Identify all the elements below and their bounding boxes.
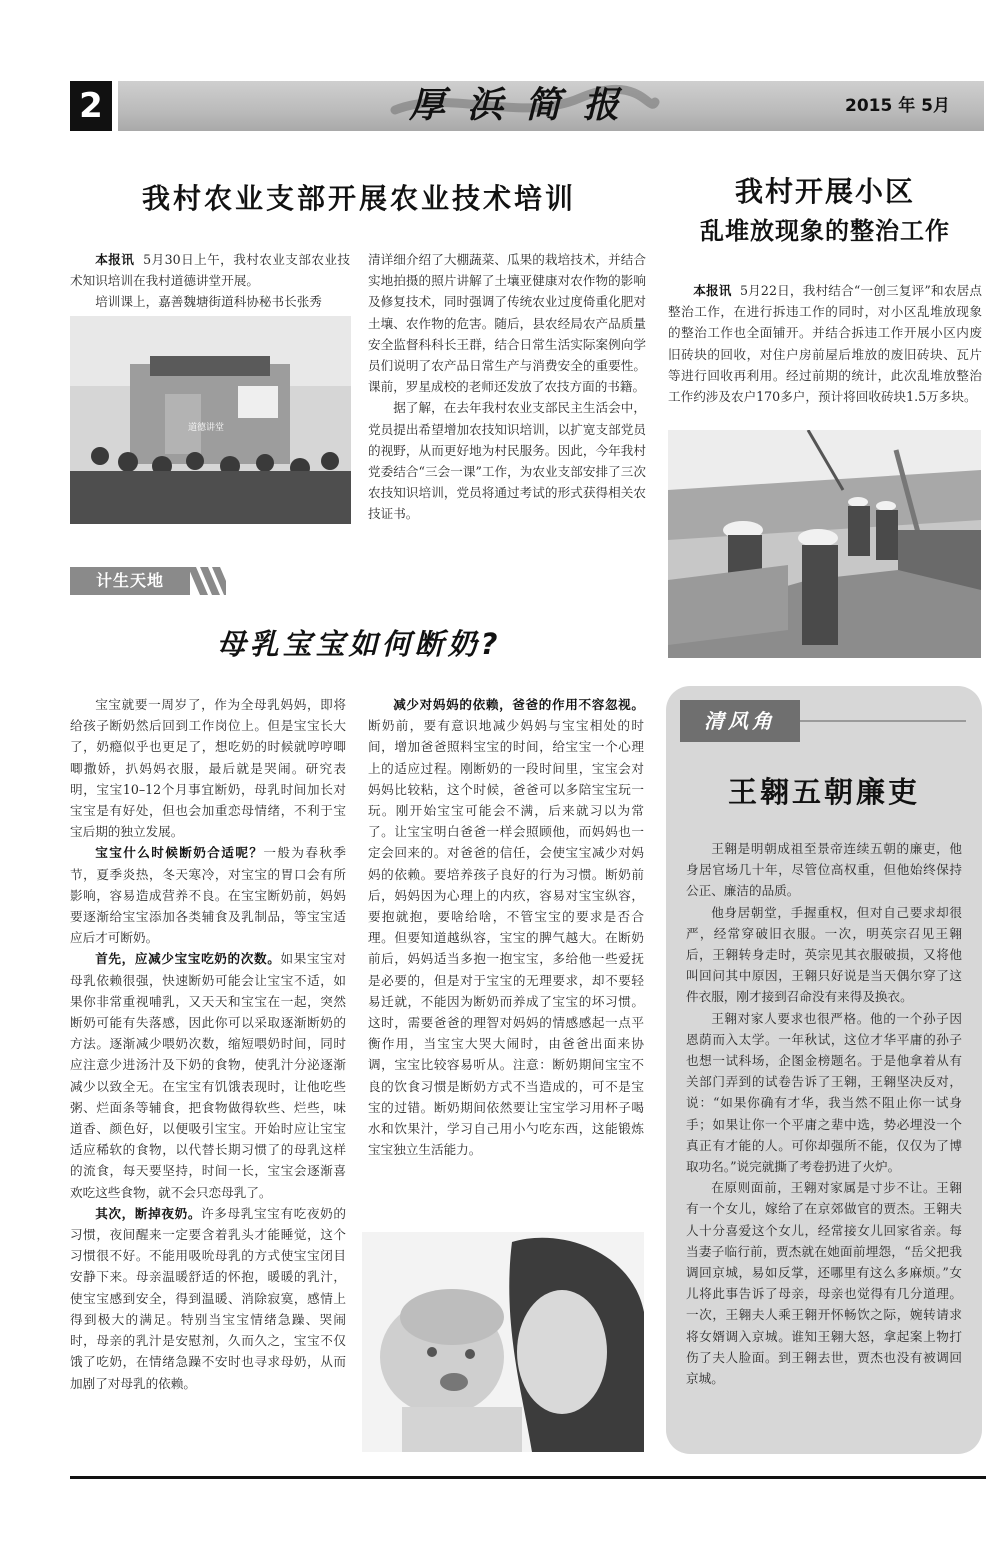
issue-date: 2015 年 5月 [845, 96, 950, 116]
family-col1-text: 宝宝就要一周岁了，作为全母乳妈妈，即将给孩子断奶然后回到工作岗位上。但是宝宝长大了，奶瘾似乎也更足了，想吃奶的时候就哼哼唧唧撒娇，扒妈妈衣服，最后就是哭闹。研究表明，宝宝10–12个月事宜断奶，母乳时间加长对宝宝是有好处，但也会加重恋母情绪，不利于宝宝后期的独立发展。 宝宝什么时候断奶合适呢？一般为春秋季节，夏季炎热，冬天寒冷，对宝宝的胃口会有所影响，容易造成营养不良。在宝宝断奶前，妈妈要逐渐给宝宝添加各类辅食及乳制品，等宝宝适应后才可断奶。 首先，应减少宝宝吃奶的次数。如果宝宝对母乳依赖很强，快速断奶可能会让宝宝不适，如果你非常重视哺乳，又天天和宝宝在一起，突然断奶可能有失落感，因此你可以采取逐渐断奶的方法。逐渐减少喂奶次数，缩短喂奶时间，同时应注意少进汤汁及下奶的食物，使乳汁分泌逐渐减少以致全无。在宝宝有饥饿表现时，让他吃些粥、烂面条等辅食，把食物做得软些、烂些，味道香、颜色好，以便吸引宝宝。开始时应让宝宝适应稀软的食物，以代替长期习惯了的母乳这样的流食，每天要坚持，时间一长，宝宝会逐渐喜欢吃这些食物，就不会只恋母乳了。 其次，断掉夜奶。许多母乳宝宝有吃夜奶的习惯，夜间醒来一定要含着乳头才能睡觉，这个习惯很不好。不能用吸吮母乳的方式使宝宝闭目安静下来。母亲温暖舒适的怀抱，暖暖的乳汁，使宝宝感到安全，得到温暖、消除寂寞，感情上得到极大的满足。特别当宝宝情绪急躁、哭闹时，母亲的乳汁是安慰剂，久而久之，宝宝不仅饿了吃奶，在情绪急躁不安时也寻求母奶，从而加剧了对母乳的依赖。 [70, 694, 346, 1394]
slash-decoration-icon [186, 567, 226, 595]
training-photo [70, 316, 351, 524]
article1-col2-text [368, 249, 646, 525]
clean-title: 王翱五朝廉吏 [727, 775, 920, 809]
clean-p2: 他身居朝堂，手握重权，但对自己要求却很严，经常穿破旧衣服。一次，明英宗召见王翱后，王翱转身走时，英宗见其衣服破损，又将他叫回问其中原因，王翱只好说是当天偶尔穿了这件衣服，刚才接到召命没有来得及换衣。 [686, 904, 962, 1005]
family-col2-text: 减少对妈妈的依赖，爸爸的作用不容忽视。断奶前，要有意识地减少妈妈与宝宝相处的时间，增加爸爸照料宝宝的时间，给宝宝一个心理上的适应过程。刚断奶的一段时间里，宝宝会对妈妈比较粘，这个时候，爸爸可以多陪宝宝玩一玩。刚开始宝宝可能会不满，后来就习以为常了。让宝宝明白爸爸一样会照顾他，而妈妈也一定会回来的。对爸爸的信任，会使宝宝减少对妈妈的依赖。要培养孩子良好的行为习惯。断奶前后，妈妈因为心理上的内疚，容易对宝宝纵容，要抱就抱，要啥给啥，不管宝宝的要求是否合理。但要知道越纵容，宝宝的脾气越大。在断奶前后，妈妈适当多抱一抱宝宝，多给他一些爱抚是必要的，但是对于宝宝的无理要求，却不要轻易迁就，不能因为断奶而养成了宝宝的坏习惯。这时，需要爸爸的理智对妈妈的情感感起一点平衡作用，当宝宝大哭大闹时，由爸爸出面来协调，宝宝比较容易听从。注意：断奶期间宝宝不良的饮食习惯是断奶方式不当造成的，可不是宝宝的过错。断奶期间依然要让宝宝学习用杯子喝水和饮果汁，学习自己用小勺吃东西，这能锻炼宝宝独立生活能力。 [368, 697, 644, 1158]
brick-collection-photo [668, 430, 981, 658]
clean-text [686, 838, 962, 1389]
mother-baby-photo [362, 1232, 644, 1452]
page-number: 2 [79, 86, 103, 126]
article1-title: 我村农业支部开展农业技术培训 [141, 182, 576, 215]
footer-rule [70, 1476, 986, 1479]
tag-divider-line [800, 720, 966, 722]
section-tag-clean: 清风角 [704, 709, 776, 733]
article1-col1-text: 本报讯 5月30日上午，我村农业支部农业技术知识培训在我村道德讲堂开展。 培训课上，嘉善魏塘街道科协秘书长张秀 [70, 249, 350, 313]
lead-tag: 本报讯 [95, 252, 135, 267]
article2-text: 本报讯 5月22日，我村结合“一创三复评”和农居点整治工作，在进行拆违工作的同时，对小区乱堆放现象的整治工作也全面铺开。并结合拆违工作开展小区内废旧砖块的回收，对住户房前屋后堆放的废旧砖块、瓦片等进行回收再利用。经过前期的统计，此次乱堆放整治工作约涉及农户170多户，预计将回收砖块1.5万多块。 [668, 283, 982, 405]
article1-col2-p1: 清详细介绍了大棚蔬菜、瓜果的栽培技术，并结合实地拍摄的照片讲解了土壤亚健康对农作物的影响及修复技术，同时强调了传统农业过度倚重化肥对土壤、农作物的危害。随后，县农经局农产品质量安全监督科科长王群，结合日常生活实际案例向学员们说明了农产品日常生产与消费安全的重要性。课前，罗星成校的老师还发放了农技方面的书籍。 [368, 252, 646, 395]
article2-title-line2: 乱堆放现象的整治工作 [700, 217, 950, 245]
photo-board-text: 道德讲堂 [188, 423, 225, 433]
family-col1-p1: 宝宝就要一周岁了，作为全母乳妈妈，即将给孩子断奶然后回到工作岗位上。但是宝宝长大了，奶瘾似乎也更足了，想吃奶的时候就哼哼唧唧撒娇，扒妈妈衣服，最后就是哭闹。研究表明，宝宝10–12个月事宜断奶，母乳时间加长对宝宝是有好处，但也会加重恋母情绪，不利于宝宝后期的独立发展。 [70, 697, 346, 840]
article1-col2-p2: 据了解，在去年我村农业支部民主生活会中，党员提出希望增加农技知识培训，以扩宽支部党员的视野，从而更好地为村民服务。因此，今年我村党委结合“三会一课”工作，为农业支部安排了三次农技知识培训，党员将通过考试的形式获得相关农技证书。 [368, 400, 646, 522]
clean-p1: 王翱是明朝成祖至景帝连续五朝的廉吏，他身居官场几十年，尽管位高权重，但他始终保持公正、廉洁的品质。 [686, 841, 962, 899]
section-tag-family: 计生天地 [95, 571, 164, 590]
paper-name: 厚浜简报 [408, 85, 641, 126]
clean-p4: 在原则面前，王翱对家属是寸步不让。王翱有一个女儿，嫁给了在京郊做官的贾杰。王翱夫人十分喜爱这个女儿，经常接女儿回家省亲。每当妻子临行前，贾杰就在她面前埋怨，“岳父把我调回京城，易如反掌，还哪里有这么多麻烦。”女儿将此事告诉了母亲，母亲也觉得有几分道理。一次，王翱夫人乘王翱开怀畅饮之际，婉转请求将女婿调入京城。谁知王翱大怒，拿起案上物打伤了夫人脸面。到王翱去世，贾杰也没有被调回京城。 [686, 1180, 962, 1387]
article1-col1-p2: 培训课上，嘉善魏塘街道科协秘书长张秀 [95, 294, 322, 310]
family-title: 母乳宝宝如何断奶? [216, 627, 502, 661]
clean-p3: 王翱对家人要求也很严格。他的一个孙子因恩荫而入太学。一年秋试，这位才华平庸的孙子也想一试科场，企图金榜题名。于是他拿着从有关部门弄到的试卷告诉了王翱，王翱坚决反对，说：“如果你确有才华，我当然不阻止你一试身手；如果让你一个平庸之辈中选，势必埋没一个真正有才能的人。可你却强所不能，仅仅为了博取功名。”说完就撕了考卷扔进了火炉。 [686, 1010, 962, 1175]
article2-title-line1: 我村开展小区 [734, 175, 915, 208]
lead-tag: 本报讯 [693, 283, 732, 298]
